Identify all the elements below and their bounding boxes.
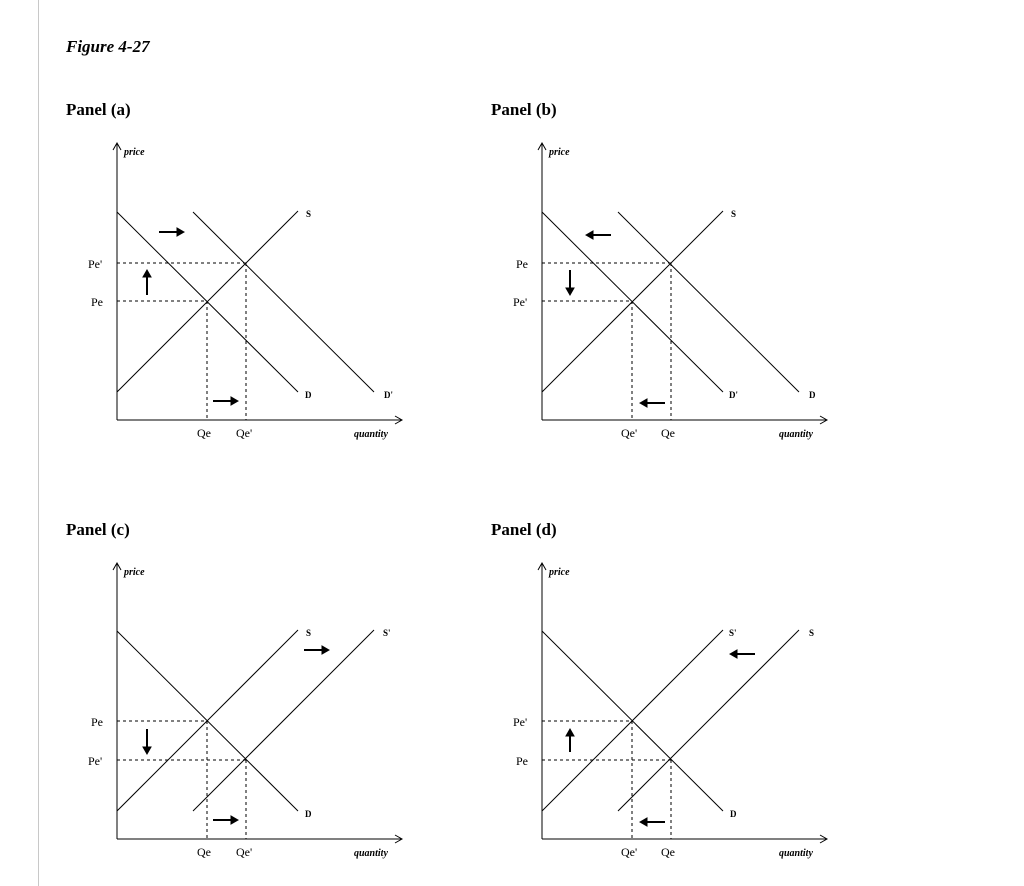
demand-label: D: [305, 390, 312, 400]
x-axis-label: quantity: [354, 429, 388, 440]
price-label-lower: Pe: [516, 754, 528, 768]
supply-label: S: [306, 209, 312, 219]
y-axis-label: price: [124, 147, 145, 158]
quantity-label-right: Qe': [236, 845, 253, 859]
y-axis-label: price: [549, 147, 570, 158]
price-label-lower: Pe': [513, 295, 528, 309]
price-label-lower: Pe: [91, 295, 103, 309]
x-axis-label: quantity: [779, 429, 813, 440]
panel-b-title: Panel (b): [491, 100, 557, 119]
price-label-upper: Pe: [516, 257, 528, 271]
quantity-label-right: Qe: [661, 426, 675, 440]
quantity-label-right: Qe: [661, 845, 675, 859]
supply-label: S: [809, 628, 815, 638]
panel-d-title: Panel (d): [491, 520, 557, 539]
figure-title: Figure 4-27: [66, 37, 150, 56]
quantity-label-left: Qe: [197, 845, 211, 859]
demand-prime-label: D': [384, 390, 393, 400]
panel-a-title: Panel (a): [66, 100, 131, 119]
curve-shift-arrow-head: [730, 650, 737, 658]
y-axis-label: price: [124, 567, 145, 578]
quantity-change-arrow-head: [640, 818, 647, 826]
x-axis-label: quantity: [779, 848, 813, 859]
demand-label: D: [305, 809, 312, 819]
quantity-label-left: Qe': [621, 845, 638, 859]
price-label-lower: Pe': [88, 754, 103, 768]
demand-prime-label: D': [729, 390, 738, 400]
price-label-upper: Pe': [88, 257, 103, 271]
demand-label: D: [809, 390, 816, 400]
quantity-label-left: Qe': [621, 426, 638, 440]
supply-prime-label: S': [729, 628, 737, 638]
panel-c-title: Panel (c): [66, 520, 130, 539]
demand-label: D: [730, 809, 737, 819]
x-axis-label: quantity: [354, 848, 388, 859]
quantity-label-right: Qe': [236, 426, 253, 440]
quantity-label-left: Qe: [197, 426, 211, 440]
supply-prime-label: S': [383, 628, 391, 638]
price-label-upper: Pe': [513, 715, 528, 729]
y-axis-label: price: [549, 567, 570, 578]
supply-label: S: [731, 209, 737, 219]
supply-curve-s: [618, 630, 799, 811]
supply-label: S: [306, 628, 312, 638]
price-change-arrow-head: [566, 729, 574, 736]
price-label-upper: Pe: [91, 715, 103, 729]
